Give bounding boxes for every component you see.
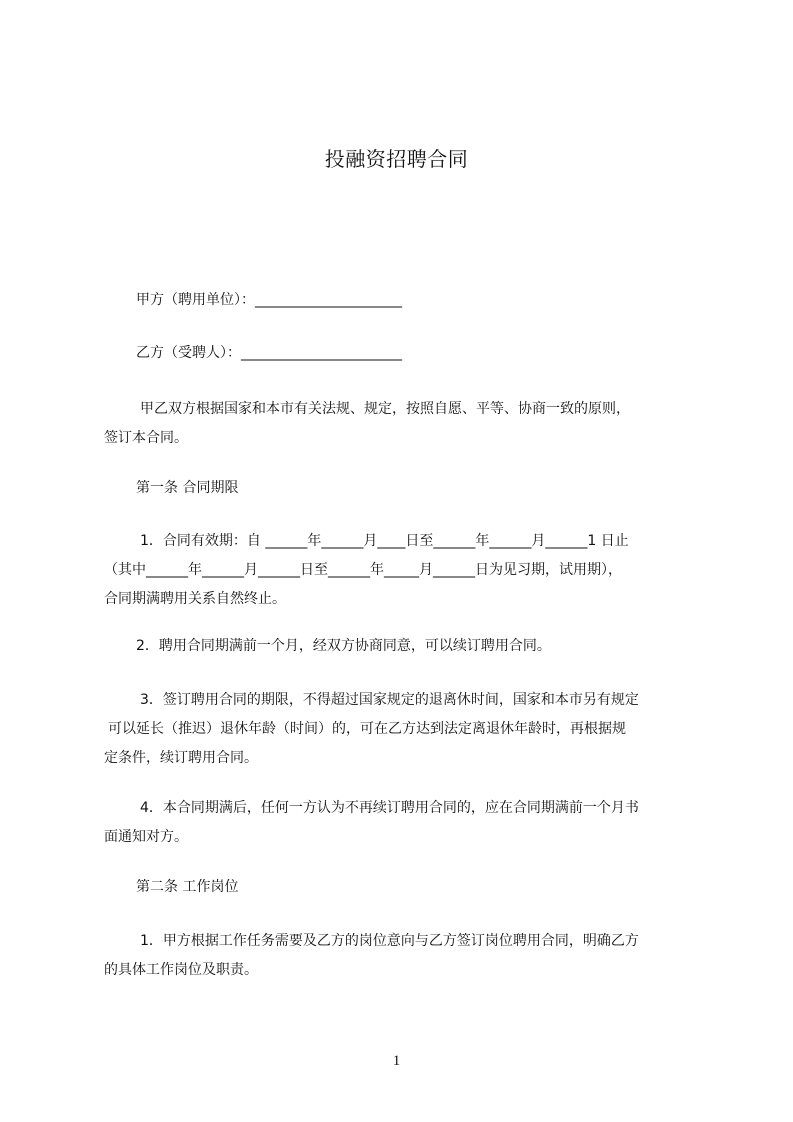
intro-paragraph: [104, 395, 724, 453]
party-b-field: 乙方（受聘人）：_______________________: [136, 345, 402, 361]
a1-item1-line-3: 合同期满聘用关系自然终止。: [104, 591, 286, 607]
article-2-heading: 第二条 工作岗位: [136, 879, 239, 895]
a1-item4-line-1: 4．本合同期满后，任何一方认为不再续订聘用合同的，应在合同期满前一个月书: [140, 800, 639, 816]
page-number: 1: [392, 1053, 401, 1069]
a1-item3-line-1: 3．签订聘用合同的期限，不得超过国家规定的退离休时间，国家和本市另有规定: [140, 692, 639, 708]
a1-item1-line-2: （其中______年______月______日至______年_____月______日为见习期，试用期），: [104, 562, 622, 578]
a1-item3-line-3: 定条件，续订聘用合同。: [104, 750, 258, 766]
document-title: 投融资招聘合同: [324, 147, 469, 171]
a2-item1-line-2: 的具体工作岗位及职责。: [104, 962, 258, 978]
article-1-item-3: [104, 686, 724, 773]
a2-item1-line-1: 1．甲方根据工作任务需要及乙方的岗位意向与乙方签订岗位聘用合同，明确乙方: [140, 933, 639, 949]
article-1-item-2: 2．聘用合同期满前一个月，经双方协商同意，可以续订聘用合同。: [136, 638, 551, 654]
a1-item3-line-2: 可以延长（推迟）退休年龄（时间）的，可在乙方达到法定离退休年龄时，再根据规: [108, 721, 626, 737]
article-1-item-1: [104, 527, 724, 614]
a1-item1-line-1: 1．合同有效期：自 ______年______月____日至______年______月______1 日止: [140, 533, 629, 549]
party-a-field: 甲方（聘用单位）：_____________________: [136, 292, 402, 308]
article-1-item-4: [104, 794, 724, 852]
intro-line-2: 签订本合同。: [104, 430, 188, 446]
article-2-item-1: [104, 927, 724, 985]
article-1-heading: 第一条 合同期限: [136, 480, 239, 496]
a1-item4-line-2: 面通知对方。: [104, 829, 188, 845]
intro-line-1: 甲乙双方根据国家和本市有关法规、规定，按照自愿、平等、协商一致的原则，: [140, 401, 630, 417]
